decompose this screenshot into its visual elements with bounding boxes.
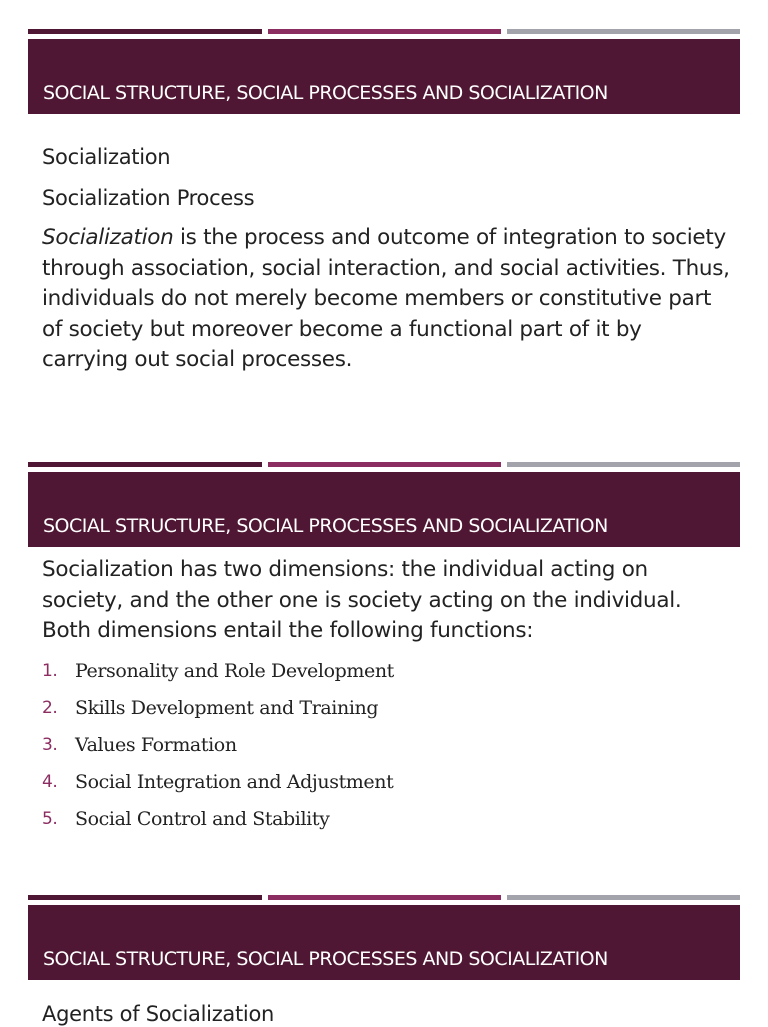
slide-title: SOCIAL STRUCTURE, SOCIAL PROCESSES AND SOCIALIZATION [43, 948, 608, 970]
slide-header [28, 472, 740, 547]
list-text: Social Control and Stability [75, 807, 330, 830]
list-number: 1. [42, 660, 58, 681]
accent-bars [28, 29, 740, 34]
accent-bars [28, 462, 740, 467]
accent-bar-magenta [268, 462, 501, 467]
list-text: Values Formation [75, 733, 237, 756]
list-number: 2. [42, 697, 58, 718]
slide-title: SOCIAL STRUCTURE, SOCIAL PROCESSES AND SOCIALIZATION [43, 82, 608, 104]
accent-bar-gray [507, 29, 740, 34]
slide-title: SOCIAL STRUCTURE, SOCIAL PROCESSES AND SOCIALIZATION [43, 515, 608, 537]
accent-bar-magenta [268, 895, 501, 900]
accent-bar-gray [507, 462, 740, 467]
list-item [42, 696, 732, 733]
definition-paragraph [42, 223, 732, 376]
slide-content [42, 1002, 732, 1027]
accent-bar-dark [28, 29, 262, 34]
subsection-heading: Socialization Process [42, 186, 255, 211]
accent-bar-gray [507, 895, 740, 900]
intro-paragraph: Socialization has two dimensions: the individual acting on society, and the other one is society acting on the individual. Both dimensions entail the following functions: [42, 557, 682, 643]
list-number: 3. [42, 734, 58, 755]
list-number: 4. [42, 771, 58, 792]
slide-content [42, 145, 732, 376]
accent-bar-dark [28, 895, 262, 900]
definition-text: is the process and outcome of integration to society through association, social interaction, and social activities. Thus, individuals do not merely become members or constitutive part of society but moreover become a functional part of it by carrying out social processes. [42, 225, 730, 373]
slide-socialization-process [0, 29, 768, 429]
list-text: Personality and Role Development [75, 659, 394, 682]
section-heading: Agents of Socialization [42, 1002, 275, 1026]
list-item [42, 770, 732, 807]
list-item [42, 733, 732, 770]
list-item [42, 807, 732, 844]
accent-bars [28, 895, 740, 900]
accent-bar-magenta [268, 29, 501, 34]
slide-header [28, 905, 740, 980]
slide-content [42, 555, 732, 844]
list-text: Skills Development and Training [75, 696, 379, 719]
slide-header [28, 39, 740, 114]
section-heading: Socialization [42, 145, 171, 169]
defined-term: Socialization [42, 225, 174, 251]
list-item [42, 659, 732, 696]
list-text: Social Integration and Adjustment [75, 770, 394, 793]
list-number: 5. [42, 808, 58, 829]
slide-dimensions-functions [0, 462, 768, 862]
functions-list [42, 659, 732, 844]
accent-bar-dark [28, 462, 262, 467]
slide-agents-of-socialization [0, 895, 768, 1024]
